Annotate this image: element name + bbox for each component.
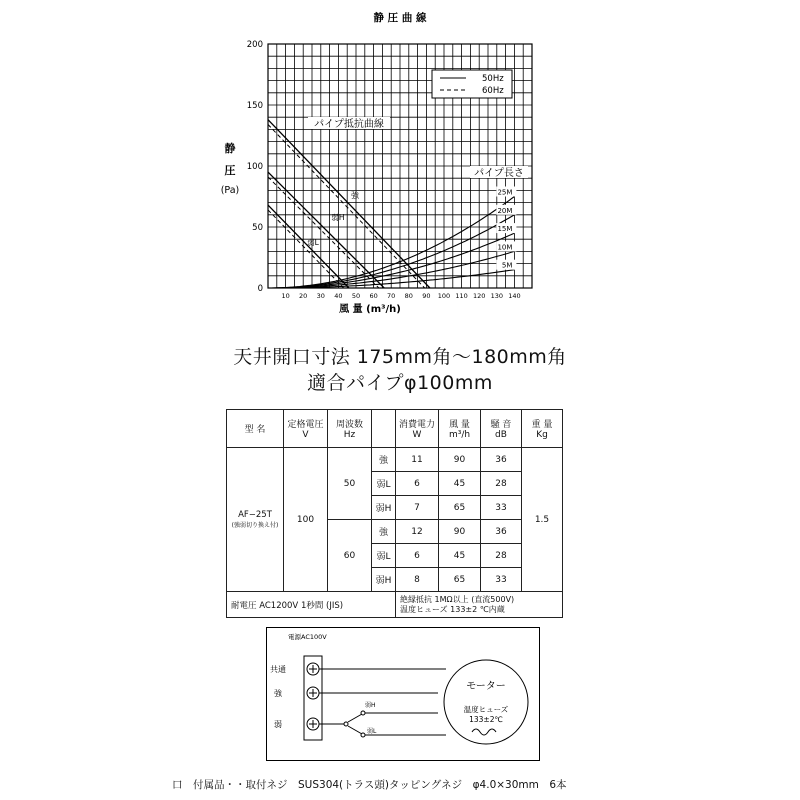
cell-mode: 弱L xyxy=(372,472,396,496)
switch-weak-h: 弱H xyxy=(365,702,376,709)
y-axis-label-unit: (Pa) xyxy=(220,185,240,196)
y-tick-label: 0 xyxy=(257,284,263,294)
header-frequency: 周波数 Hz xyxy=(328,410,372,448)
cell-voltage: 100 xyxy=(284,448,328,592)
x-tick-label: 50 xyxy=(351,292,361,300)
x-tick-label: 10 xyxy=(281,292,290,300)
x-axis-label: 風 量 (m³/h) xyxy=(339,304,401,315)
curve-label-weak-l: 弱L xyxy=(307,238,319,247)
terminal-weak: 弱 xyxy=(274,720,282,729)
cell-airflow: 45 xyxy=(439,472,481,496)
cell-mode: 弱L xyxy=(372,544,396,568)
chart-legend xyxy=(432,70,512,98)
x-tick-label: 130 xyxy=(490,292,504,300)
pipe-length-label: 10M xyxy=(497,243,513,252)
pipe-length-label: パイプ長さ xyxy=(474,168,524,179)
y-tick-label: 100 xyxy=(246,162,263,172)
ceiling-opening-size: 天井開口寸法 175mm角〜180mm角 xyxy=(233,346,567,368)
cell-noise: 33 xyxy=(481,568,522,592)
pipe-length-label: 20M xyxy=(497,206,513,215)
cell-noise: 36 xyxy=(481,520,522,544)
x-tick-label: 20 xyxy=(299,292,308,300)
chart-title: 静 圧 曲 線 xyxy=(373,12,427,24)
x-tick-label: 70 xyxy=(387,292,396,300)
cell-weight: 1.5 xyxy=(522,448,563,592)
spec-table xyxy=(226,409,563,618)
header-power: 消費電力 W xyxy=(396,410,439,448)
terminal-strong: 強 xyxy=(274,689,282,698)
cell-power: 11 xyxy=(396,448,439,472)
accessories-note: 口 付属品・・取付ネジ SUS304(トラス頭)タッピングネジ φ4.0×30mm 6本 xyxy=(172,779,567,791)
wiring-diagram xyxy=(266,627,540,761)
pipe-curve-label: パイプ抵抗曲線 xyxy=(314,119,384,130)
cell-freq-50: 50 xyxy=(328,448,372,520)
header-voltage: 定格電圧 V xyxy=(284,410,328,448)
fuse-value: 133±2℃ xyxy=(469,715,503,724)
x-tick-label: 90 xyxy=(422,292,431,300)
x-tick-label: 80 xyxy=(404,292,413,300)
cell-mode: 強 xyxy=(372,520,396,544)
cell-power: 6 xyxy=(396,472,439,496)
cell-airflow: 90 xyxy=(439,520,481,544)
pipe-length-label: 5M xyxy=(501,261,513,270)
cell-model: AF−25T (強弱切り換え付) xyxy=(227,448,284,592)
y-tick-label: 50 xyxy=(252,223,263,233)
x-tick-label: 110 xyxy=(455,292,468,300)
y-axis-label-1: 静 xyxy=(224,142,236,155)
compatible-pipe: 適合パイプφ100mm xyxy=(307,372,493,394)
switch-weak-l: 弱L xyxy=(367,728,377,735)
y-axis-label-2: 圧 xyxy=(224,164,236,177)
header-weight: 重 量 Kg xyxy=(522,410,563,448)
cell-noise: 36 xyxy=(481,448,522,472)
cell-mode: 弱H xyxy=(372,568,396,592)
header-mode xyxy=(372,410,396,448)
header-airflow: 風 量 m³/h xyxy=(439,410,481,448)
cell-mode: 弱H xyxy=(372,496,396,520)
cell-dielectric: 耐電圧 AC1200V 1秒間 (JIS) xyxy=(227,592,396,618)
x-tick-label: 60 xyxy=(369,292,378,300)
cell-insulation: 絶縁抵抗 1MΩ以上 (直流500V) 温度ヒューズ 133±2 ℃内蔵 xyxy=(396,592,563,618)
cell-airflow: 45 xyxy=(439,544,481,568)
x-tick-label: 40 xyxy=(334,292,343,300)
header-model: 型 名 xyxy=(227,410,284,448)
cell-mode: 強 xyxy=(372,448,396,472)
power-label: 電源AC100V xyxy=(288,633,327,641)
cell-noise: 28 xyxy=(481,472,522,496)
x-tick-label: 140 xyxy=(508,292,521,300)
x-tick-label: 120 xyxy=(472,292,486,300)
y-tick-label: 150 xyxy=(246,101,263,111)
legend-50hz: 50Hz xyxy=(482,74,504,84)
cell-noise: 33 xyxy=(481,496,522,520)
cell-airflow: 90 xyxy=(439,448,481,472)
x-tick-label: 30 xyxy=(316,292,325,300)
pipe-length-label: 15M xyxy=(497,225,513,234)
cell-power: 6 xyxy=(396,544,439,568)
curve-label-weak-h: 弱H xyxy=(331,213,345,222)
static-pressure-chart xyxy=(0,0,800,330)
pipe-length-label: 25M xyxy=(497,188,513,197)
cell-airflow: 65 xyxy=(439,496,481,520)
fuse-label: 温度ヒューズ xyxy=(463,705,509,714)
header-noise: 騒 音 dB xyxy=(481,410,522,448)
cell-power: 7 xyxy=(396,496,439,520)
legend-60hz: 60Hz xyxy=(482,86,504,96)
cell-airflow: 65 xyxy=(439,568,481,592)
cell-power: 8 xyxy=(396,568,439,592)
x-tick-label: 100 xyxy=(437,292,451,300)
y-tick-label: 200 xyxy=(246,40,263,50)
cell-freq-60: 60 xyxy=(328,520,372,592)
cell-noise: 28 xyxy=(481,544,522,568)
terminal-common: 共通 xyxy=(270,665,286,674)
motor-symbol xyxy=(444,660,528,744)
cell-power: 12 xyxy=(396,520,439,544)
motor-label: モーター xyxy=(466,681,506,692)
curve-label-strong: 強 xyxy=(351,191,359,200)
